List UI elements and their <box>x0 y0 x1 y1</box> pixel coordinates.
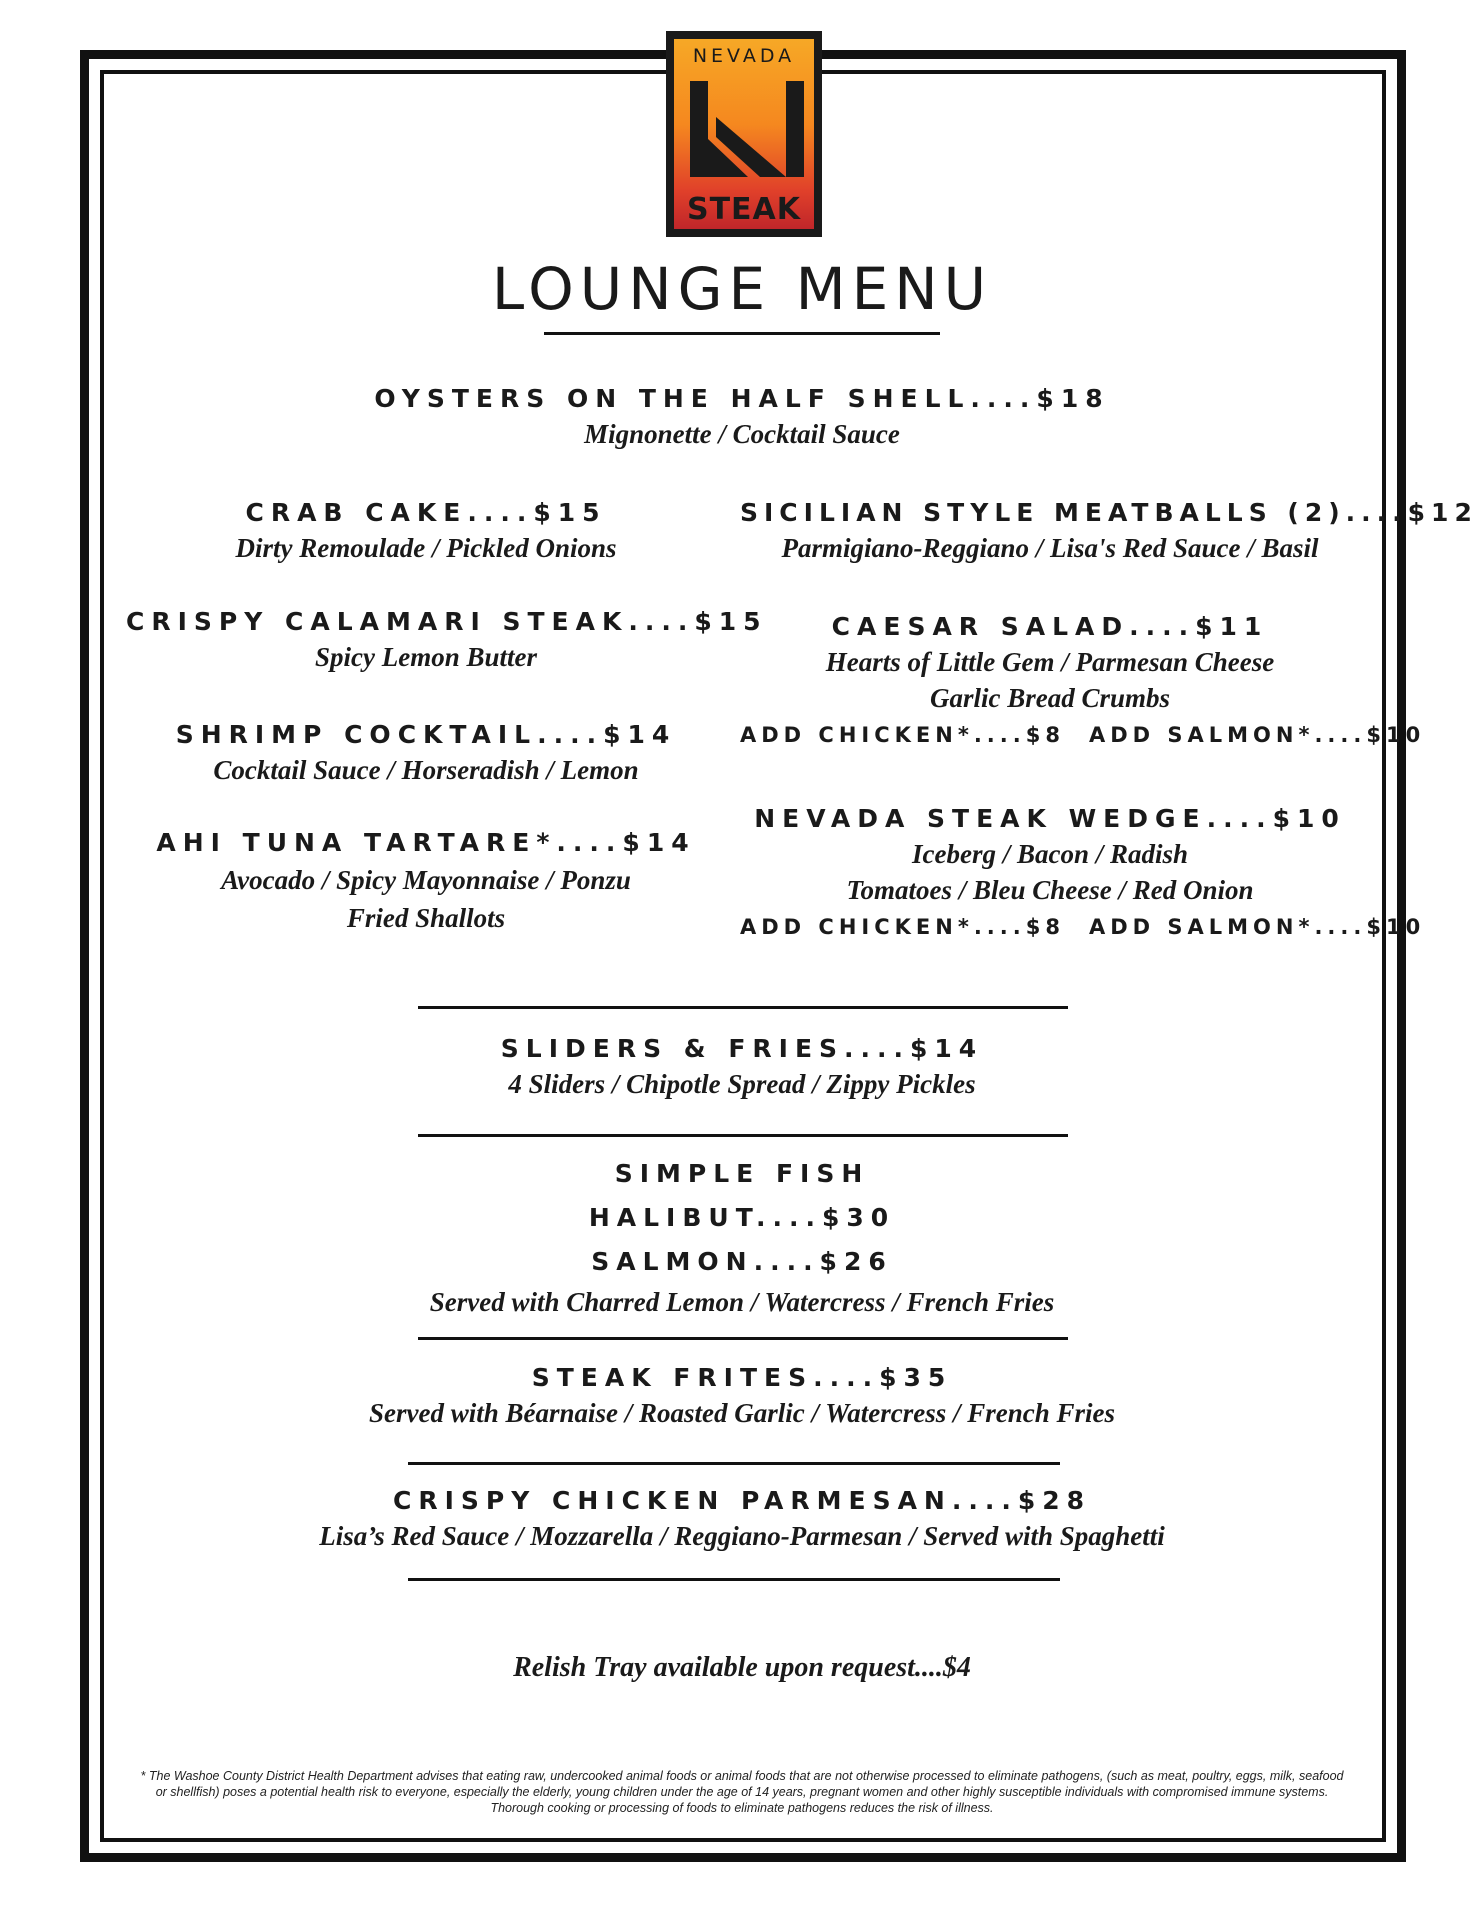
item-desc: Iceberg / Bacon / Radish <box>911 839 1188 869</box>
item-desc: Cocktail Sauce / Horseradish / Lemon <box>213 755 639 785</box>
item-name: SHRIMP COCKTAIL....$14 <box>175 720 677 749</box>
title-underline <box>544 332 940 335</box>
menu-item-steak-frites <box>0 1361 1484 1431</box>
inner-border <box>100 70 1478 1842</box>
section-divider <box>418 1134 1068 1137</box>
item-name: AHI TUNA TARTARE*....$14 <box>156 828 696 857</box>
section-divider <box>418 1006 1068 1009</box>
item-desc-line-2: Tomatoes / Bleu Cheese / Red Onion <box>846 875 1254 905</box>
relish-tray-note: Relish Tray available upon request....$4 <box>513 1652 971 1683</box>
item-desc: Lisa’s Red Sauce / Mozzarella / Reggiano-Parmesan / Served with Spaghetti <box>319 1521 1165 1551</box>
item-desc: Dirty Remoulade / Pickled Onions <box>235 533 617 563</box>
item-name: CRAB CAKE....$15 <box>245 498 607 527</box>
item-desc: Served with Charred Lemon / Watercress / French Fries <box>429 1287 1055 1317</box>
logo-top-text: NEVADA <box>692 45 796 67</box>
addon-salmon: ADD SALMON*....$10 <box>1088 915 1426 939</box>
item-desc: Spicy Lemon Butter <box>315 642 537 672</box>
addon-salmon: ADD SALMON*....$10 <box>1088 723 1426 747</box>
item-name: STEAK FRITES....$35 <box>531 1363 953 1392</box>
item-halibut: HALIBUT....$30 <box>588 1203 896 1232</box>
menu-item-ahi-tuna <box>126 826 726 936</box>
item-desc-line-2: Garlic Bread Crumbs <box>929 683 1171 713</box>
item-name: OYSTERS ON THE HALF SHELL....$18 <box>374 384 1110 413</box>
menu-item-steak-wedge <box>740 802 1426 942</box>
section-divider <box>418 1337 1068 1340</box>
item-name: SIMPLE FISH <box>614 1159 870 1188</box>
menu-item-shrimp-cocktail <box>126 718 726 788</box>
addon-chicken: ADD CHICKEN*....$8 <box>740 723 1065 747</box>
section-divider <box>408 1578 1060 1581</box>
page-title: LOUNGE MENU <box>491 255 993 323</box>
item-salmon: SALMON....$26 <box>591 1247 893 1276</box>
menu-item-calamari <box>126 605 768 675</box>
item-name: CRISPY CHICKEN PARMESAN....$28 <box>392 1486 1092 1515</box>
item-desc: 4 Sliders / Chipotle Spread / Zippy Pickles <box>508 1069 976 1099</box>
item-name: NEVADA STEAK WEDGE....$10 <box>754 804 1346 833</box>
item-name: SLIDERS & FRIES....$14 <box>500 1034 984 1063</box>
menu-item-simple-fish <box>0 1152 1484 1320</box>
nevada-steak-logo <box>666 31 822 237</box>
logo-emblem-icon <box>686 77 808 187</box>
item-desc-line-2: Fried Shallots <box>346 903 506 933</box>
menu-item-caesar-salad <box>740 610 1426 750</box>
item-desc: Mignonette / Cocktail Sauce <box>584 419 900 449</box>
addon-chicken: ADD CHICKEN*....$8 <box>740 915 1065 939</box>
menu-item-chicken-parmesan <box>0 1484 1484 1554</box>
logo-bottom-text: STEAK <box>686 192 802 227</box>
menu-item-crab-cake <box>126 496 726 566</box>
menu-item-sliders <box>0 1032 1484 1102</box>
item-name: CAESAR SALAD....$11 <box>831 612 1269 641</box>
item-name: SICILIAN STYLE MEATBALLS (2)....$12 <box>740 498 1478 527</box>
menu-item-meatballs <box>740 496 1478 566</box>
health-disclaimer: * The Washoe County District Health Department advises that eating raw, undercooked animal foods or animal foods that are not otherwise processed to eliminate pathogens, (such as meat, poultry, eggs, milk, seafood or shellfish) poses a potential health risk to everyone, especially the elderly, young children under the age of 14 years, pregnant women and other highly susceptible individuals with compromised immune systems. Thorough cooking or processing of foods to eliminate pathogens reduces the risk of illness. <box>140 1769 1344 1815</box>
addon-row <box>740 912 1426 942</box>
item-desc: Avocado / Spicy Mayonnaise / Ponzu <box>221 865 631 895</box>
item-desc: Served with Béarnaise / Roasted Garlic / Watercress / French Fries <box>368 1398 1116 1428</box>
section-divider <box>408 1462 1060 1465</box>
item-desc: Hearts of Little Gem / Parmesan Cheese <box>825 647 1275 677</box>
menu-item-oysters <box>0 382 1484 452</box>
addon-row <box>740 720 1426 750</box>
item-desc: Parmigiano-Reggiano / Lisa's Red Sauce / Basil <box>781 533 1319 563</box>
item-name: CRISPY CALAMARI STEAK....$15 <box>126 607 768 636</box>
